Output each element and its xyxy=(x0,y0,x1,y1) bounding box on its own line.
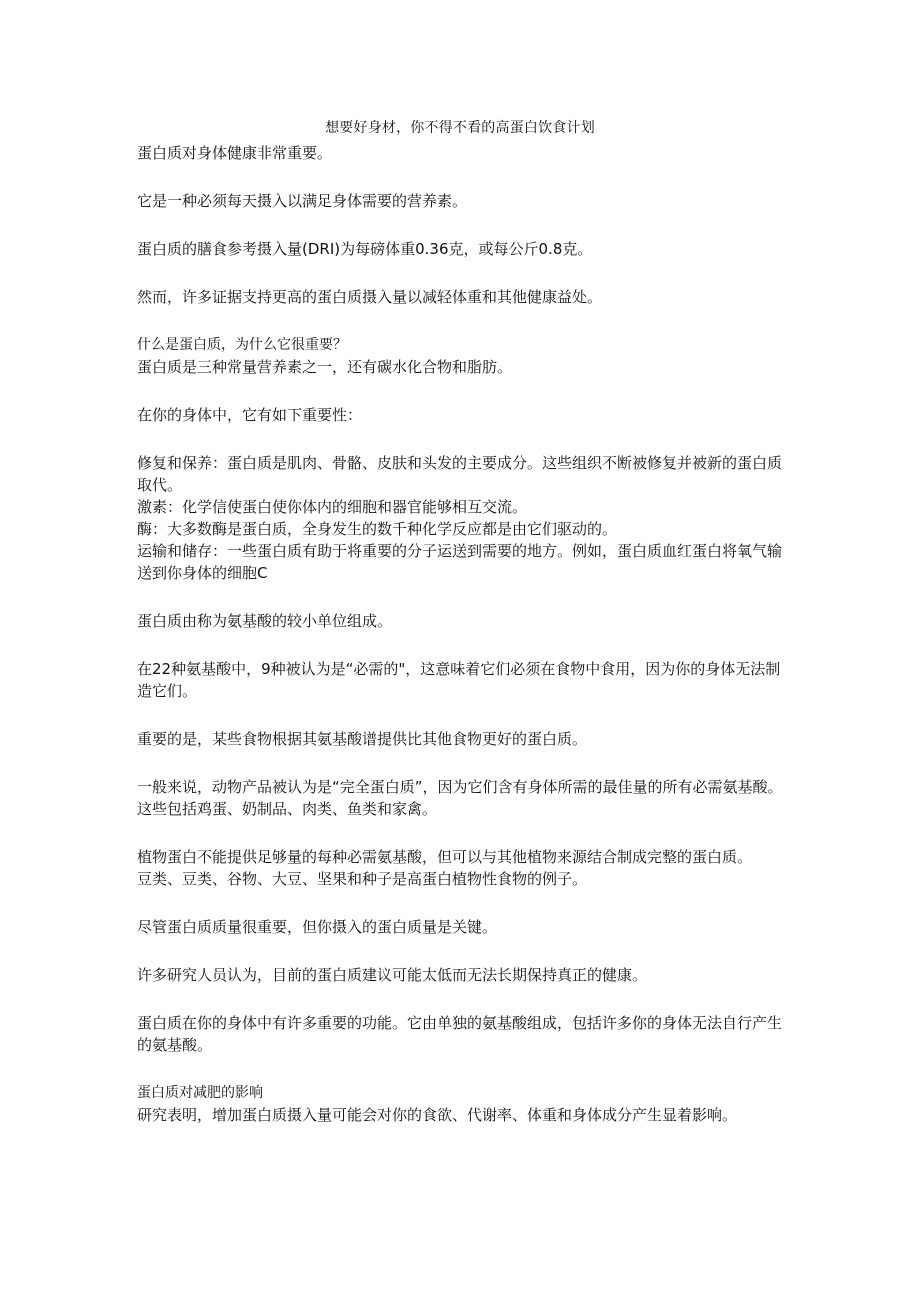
paragraph: 重要的是，某些食物根据其氨基酸谱提供比其他食物更好的蛋白质。 xyxy=(137,730,588,748)
paragraph: 在22种氨基酸中，9种被认为是“必需的"，这意味着它们必须在食物中食用，因为你的身体无法制造它们。 xyxy=(137,660,781,700)
paragraph: 蛋白质对身体健康非常重要。 xyxy=(137,144,333,162)
list-item: 运输和储存：一些蛋白质有助于将重要的分子运送到需要的地方。例如，蛋白质血红蛋白将氧气输送到你身体的细胞C xyxy=(137,542,783,582)
paragraph: 蛋白质是三种常量营养素之一，还有碳水化合物和脂肪。 xyxy=(137,358,513,376)
list-item: 酶：大多数酶是蛋白质，全身发生的数千种化学反应都是由它们驱动的。 xyxy=(137,520,618,538)
section-heading: 什么是蛋白质，为什么它很重要？ xyxy=(137,337,347,353)
paragraph: 豆类、豆类、谷物、大豆、坚果和种子是高蛋白植物性食物的例子。 xyxy=(137,870,588,888)
paragraph: 然而，许多证据支持更高的蛋白质摄入量以减轻体重和其他健康益处。 xyxy=(137,288,603,306)
paragraph: 植物蛋白不能提供足够量的每种必需氨基酸，但可以与其他植物来源结合制成完整的蛋白质。 xyxy=(137,848,753,866)
paragraph: 蛋白质在你的身体中有许多重要的功能。它由单独的氨基酸组成，包括许多你的身体无法自行产生的氨基酸。 xyxy=(137,1014,783,1054)
document-title: 想要好身材，你不得不看的高蛋白饮食计划 xyxy=(325,120,595,136)
paragraph: 尽管蛋白质质量很重要，但你摄入的蛋白质量是关键。 xyxy=(137,918,498,936)
paragraph: 在你的身体中，它有如下重要性： xyxy=(137,406,363,424)
paragraph: 蛋白质由称为氨基酸的较小单位组成。 xyxy=(137,612,393,630)
document-body xyxy=(137,142,789,1126)
paragraph: 许多研究人员认为，目前的蛋白质建议可能太低而无法长期保持真正的健康。 xyxy=(137,966,648,984)
list-item: 激素：化学信使蛋白使你体内的细胞和器官能够相互交流。 xyxy=(137,498,528,516)
paragraph: 一般来说，动物产品被认为是“完全蛋白质”，因为它们含有身体所需的最佳量的所有必需氨基酸。这些包括鸡蛋、奶制品、肉类、鱼类和家禽。 xyxy=(137,778,783,818)
list-item: 修复和保养：蛋白质是肌肉、骨骼、皮肤和头发的主要成分。这些组织不断被修复并被新的蛋白质取代。 xyxy=(137,454,783,494)
paragraph: 研究表明，增加蛋白质摄入量可能会对你的食欲、代谢率、体重和身体成分产生显着影响。 xyxy=(137,1106,738,1124)
paragraph: 它是一种必须每天摄入以满足身体需要的营养素。 xyxy=(137,192,468,210)
paragraph: 蛋白质的膳食参考摄入量(DRI)为每磅体重0.36克，或每公斤0.8克。 xyxy=(137,240,593,258)
section-heading: 蛋白质对减肥的影响 xyxy=(137,1085,263,1101)
